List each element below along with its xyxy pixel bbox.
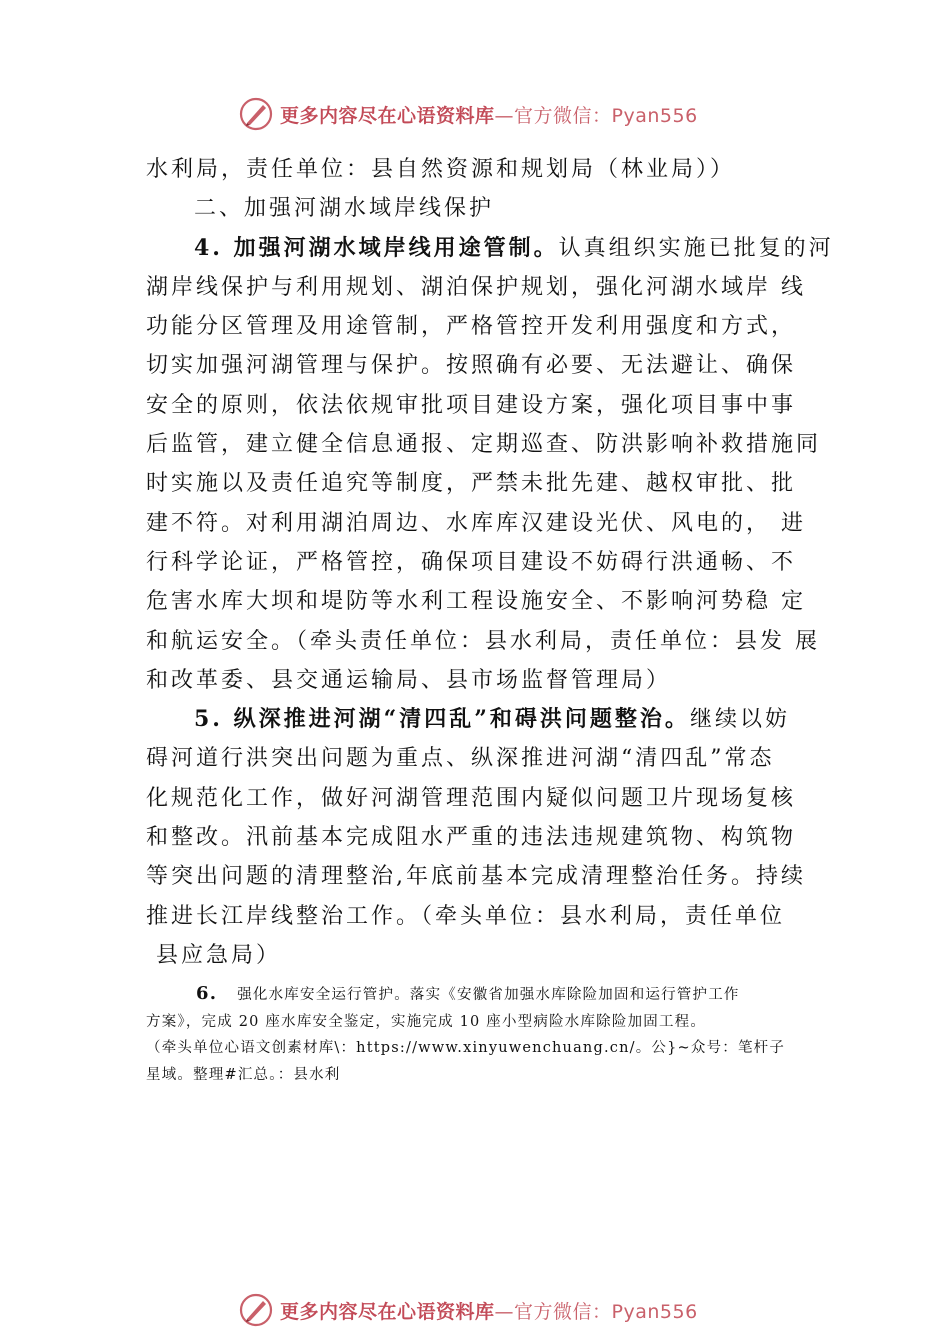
item5-first-line <box>146 700 846 739</box>
item5-line: 和整改。汛前基本完成阻水严重的违法违规建筑物、构筑物 <box>146 825 797 851</box>
item4-line: 和航运安全。（牵头责任单位：县水利局，责任单位：县发 展 <box>146 628 820 654</box>
item5-line: 县应急局） <box>146 942 281 968</box>
footer-banner-brand: 更多内容尽在心语资料库 <box>280 1300 495 1323</box>
item4-line: 湖岸线保护与利用规划、湖泊保护规划，强化河湖水域岸 线 <box>146 274 806 300</box>
document-body <box>146 150 846 1088</box>
pen-logo-icon <box>238 96 274 132</box>
item6-number: 6. <box>196 983 218 1005</box>
item6-line1-text: 强化水库安全运行管护。落实《安徽省加强水库除险加固和运行管护工作 <box>237 987 740 1004</box>
item4-line: 建不符。对利用湖泊周边、水库库汉建设光伏、风电的， 进 <box>146 510 806 536</box>
item6-line: 方案》，完成 20 座水库安全鉴定，实施完成 10 座小型病险水库除险加固工程。 <box>146 1013 707 1030</box>
item4-line: 行科学论证，严格管控，确保项目建设不妨碍行洪通畅、不 <box>146 549 797 575</box>
footer-watermark-banner <box>238 1290 738 1330</box>
header-banner-brand: 更多内容尽在心语资料库 <box>280 104 495 127</box>
section-heading: 二、加强河湖水域岸线保护 <box>194 196 495 222</box>
item5-line: 推进长江岸线整治工作。（牵头单位：县水利局，责任单位 <box>146 903 786 929</box>
item5-line1-text: 继续以妨 <box>689 707 790 733</box>
item5-line: 等突出问题的清理整治,年底前基本完成清理整治任务。持续 <box>146 864 806 890</box>
item4-first-line <box>146 229 846 268</box>
item4-title: 4. 加强河湖水域岸线用途管制。 <box>194 234 559 261</box>
item4-line: 安全的原则，依法依规审批项目建设方案，强化项目事中事 <box>146 392 797 418</box>
item6-line: 星域。整理#汇总。：县水利 <box>146 1066 341 1083</box>
header-banner-wechat: —官方微信：Pyan556 <box>494 104 698 127</box>
footer-banner-text <box>280 1297 698 1324</box>
item4-line: 切实加强河湖管理与保护。按照确有必要、无法避让、确保 <box>146 353 797 379</box>
item6-first-line <box>146 981 846 1009</box>
pen-logo-icon <box>238 1292 274 1328</box>
paragraph-line: 水利局，责任单位：县自然资源和规划局（林业局）） <box>146 157 736 182</box>
item5-line: 化规范化工作，做好河湖管理范围内疑似问题卫片现场复核 <box>146 785 797 811</box>
header-banner-text <box>280 101 698 128</box>
item6-line: （牵头单位心语文创素材库\：https://www.xinyuwenchuang.cn/。公}~众号：笔杆子 <box>146 1040 786 1057</box>
item4-line1-text: 认真组织实施已批复的河 <box>558 235 834 261</box>
header-watermark-banner <box>238 94 738 134</box>
item4-line: 后监管，建立健全信息通报、定期巡查、防洪影响补救措施同 <box>146 432 822 458</box>
item5-line: 碍河道行洪突出问题为重点、纵深推进河湖“清四乱”常态 <box>146 746 775 772</box>
footer-banner-wechat: —官方微信：Pyan556 <box>494 1300 698 1323</box>
item4-line: 时实施以及责任追究等制度，严禁未批先建、越权审批、批 <box>146 471 797 497</box>
item4-line: 危害水库大坝和堤防等水利工程设施安全、不影响河势稳 定 <box>146 589 806 615</box>
item4-line: 功能分区管理及用途管制，严格管控开发利用强度和方式， <box>146 314 797 340</box>
item4-line: 和改革委、县交通运输局、县市场监督管理局） <box>146 667 672 693</box>
item5-title: 5. 纵深推进河湖“清四乱”和碍洪问题整治。 <box>194 706 690 733</box>
